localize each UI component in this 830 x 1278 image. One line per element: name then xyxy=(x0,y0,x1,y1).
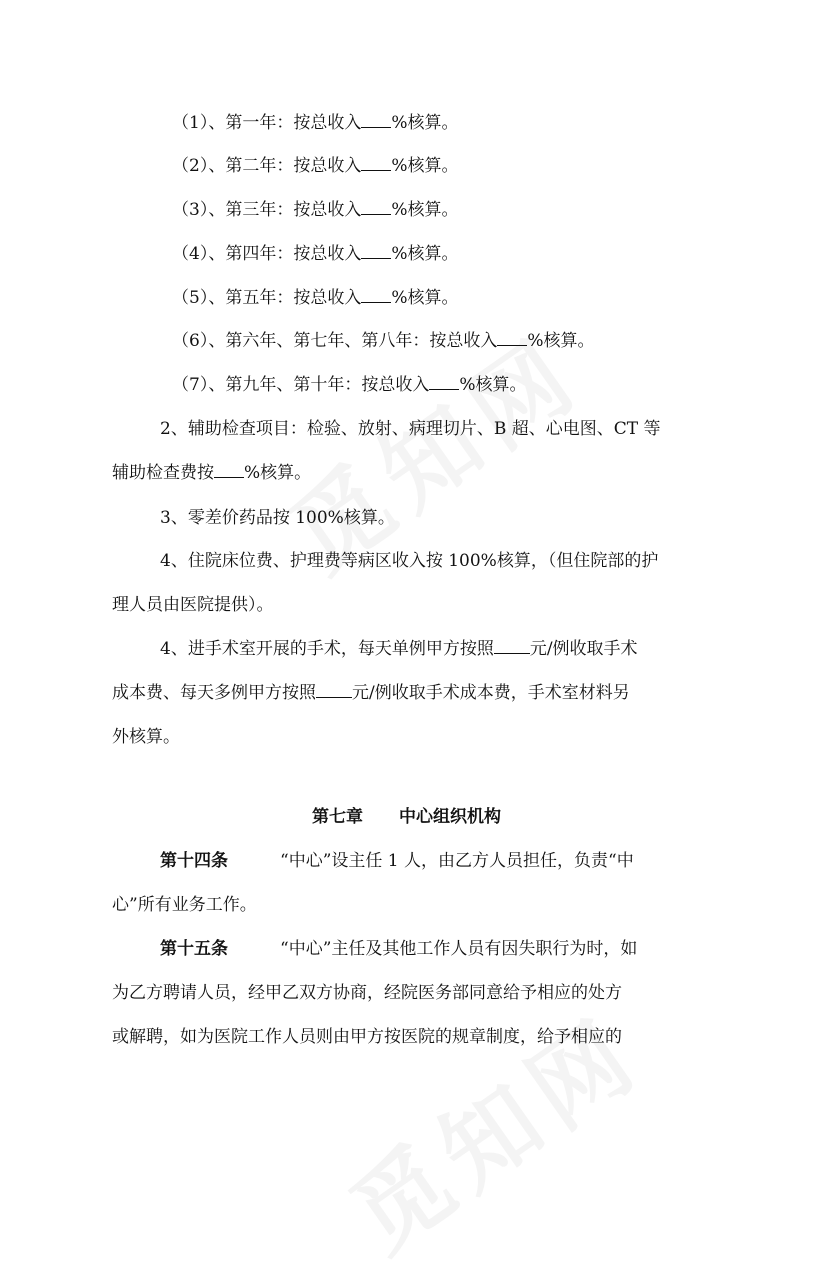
item4b-line2: 成本费、每天多例甲方按照 元/例收取手术成本费，手术室材料另 xyxy=(112,683,630,703)
chapter-title: 中心组织机构 xyxy=(399,807,501,827)
fill-blank[interactable] xyxy=(429,374,459,390)
chapter-number: 第七章 xyxy=(312,807,363,827)
article14-line1: 第十四条 “中心”设主任 1 人，由乙方人员担任，负责“中 xyxy=(160,851,634,871)
article-label: 第十四条 xyxy=(160,851,228,871)
year-rule-item: （7）、第九年、第十年：按总收入 %核算。 xyxy=(172,375,527,395)
fill-blank[interactable] xyxy=(361,243,391,259)
item4b-line3: 外核算。 xyxy=(112,727,180,747)
year-rule-item: （5）、第五年：按总收入 %核算。 xyxy=(172,288,459,308)
item4a-line1: 4、住院床位费、护理费等病区收入按 100%核算，（但住院部的护 xyxy=(160,551,659,571)
item2-line2: 辅助检查费按 %核算。 xyxy=(112,463,312,483)
fill-blank[interactable] xyxy=(361,112,391,128)
year-rule-item: （3）、第三年：按总收入 %核算。 xyxy=(172,200,459,220)
item4b-line1: 4、进手术室开展的手术，每天单例甲方按照 元/例收取手术 xyxy=(160,639,638,659)
article15-line3: 或解聘，如为医院工作人员则由甲方按医院的规章制度，给予相应的 xyxy=(112,1027,622,1047)
fill-blank[interactable] xyxy=(497,330,527,346)
item3: 3、零差价药品按 100%核算。 xyxy=(160,508,395,528)
fill-blank[interactable] xyxy=(316,682,352,698)
article14-line2: 心”所有业务工作。 xyxy=(112,895,257,915)
article15-line2: 为乙方聘请人员，经甲乙双方协商，经院医务部同意给予相应的处方 xyxy=(112,983,622,1003)
year-rule-item: （6）、第六年、第七年、第八年：按总收入 %核算。 xyxy=(172,331,595,351)
item2-line1: 2、辅助检查项目：检验、放射、病理切片、B 超、心电图、CT 等 xyxy=(160,419,661,439)
article15-line1: 第十五条 “中心”主任及其他工作人员有因失职行为时，如 xyxy=(160,939,638,959)
fill-blank[interactable] xyxy=(494,638,530,654)
year-rule-item: （4）、第四年：按总收入 %核算。 xyxy=(172,244,459,264)
fill-blank[interactable] xyxy=(361,155,391,171)
article-label: 第十五条 xyxy=(160,939,228,959)
watermark xyxy=(320,979,664,1277)
fill-blank[interactable] xyxy=(361,287,391,303)
year-rule-item: （2）、第二年：按总收入 %核算。 xyxy=(172,156,459,176)
fill-blank[interactable] xyxy=(214,462,244,478)
fill-blank[interactable] xyxy=(361,199,391,215)
chapter-heading xyxy=(312,806,501,828)
item4a-line2: 理人员由医院提供）。 xyxy=(112,595,274,615)
year-rule-item: （1）、第一年：按总收入 %核算。 xyxy=(172,113,459,133)
